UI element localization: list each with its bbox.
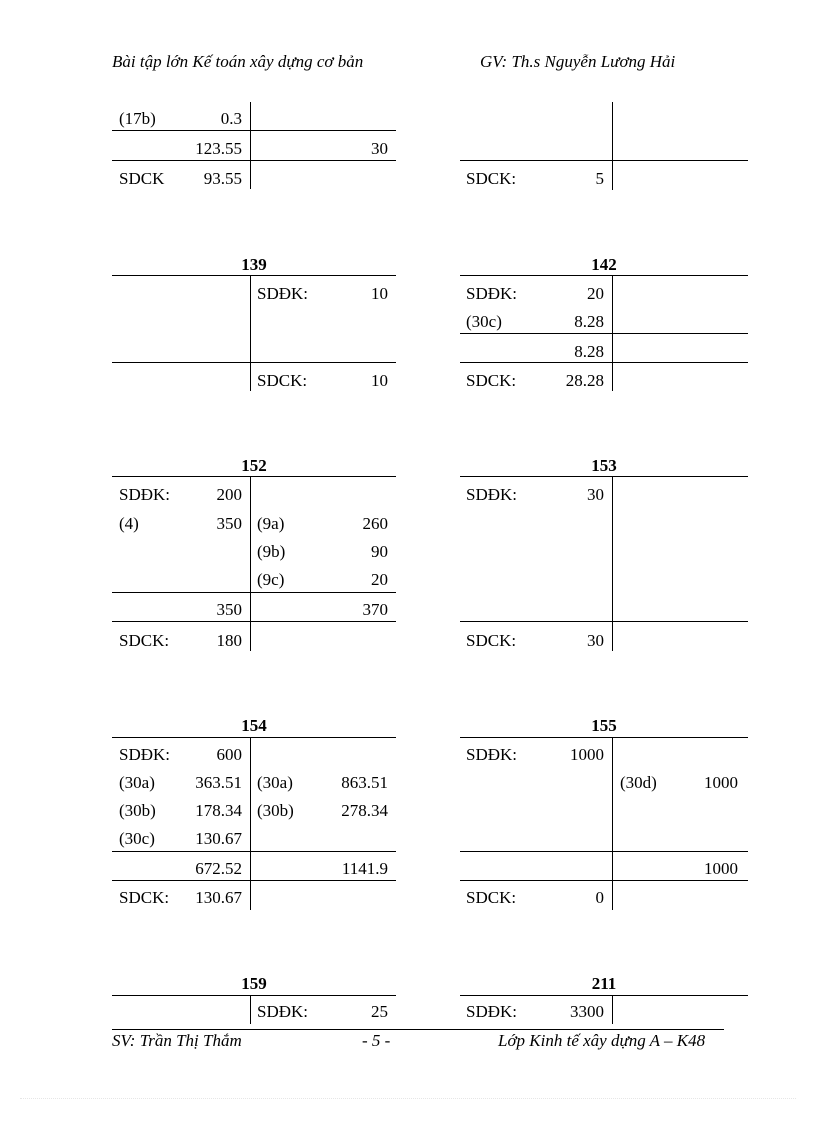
t-vertical-line bbox=[250, 738, 251, 910]
closing-amount: 130.67 bbox=[195, 888, 242, 907]
t-vertical-line bbox=[250, 276, 251, 391]
entry-ref: (17b) bbox=[119, 109, 156, 128]
opening-label: SDĐK: bbox=[466, 284, 518, 303]
t-horizontal-line bbox=[460, 737, 748, 738]
closing-amount: 10 bbox=[371, 371, 388, 390]
footer-rule bbox=[112, 1029, 724, 1030]
t-horizontal-line bbox=[112, 275, 396, 276]
opening-amount: 20 bbox=[587, 284, 604, 303]
entry-amount: 8.28 bbox=[574, 312, 604, 331]
closing-line bbox=[112, 362, 396, 363]
closing-label: SDCK: bbox=[257, 371, 308, 390]
t-horizontal-line bbox=[112, 476, 396, 477]
closing-amount: 5 bbox=[595, 169, 604, 188]
entry-amount-credit: 863.51 bbox=[341, 773, 388, 792]
closing-label: SDCK: bbox=[119, 888, 170, 907]
total-line bbox=[460, 851, 748, 852]
closing-line bbox=[460, 880, 748, 881]
entry-ref-debit: (4) bbox=[119, 514, 139, 533]
t-vertical-line bbox=[250, 131, 251, 161]
opening-label: SDĐK: bbox=[466, 745, 518, 764]
entry-ref-debit: (30a) bbox=[119, 773, 155, 792]
total-credit: 30 bbox=[371, 139, 388, 158]
total-debit: 123.55 bbox=[195, 139, 242, 158]
account-title: 159 bbox=[241, 974, 267, 993]
footer-class: Lớp Kinh tế xây dựng A – K48 bbox=[498, 1031, 706, 1050]
account-title: 155 bbox=[591, 716, 617, 735]
account-title: 142 bbox=[591, 255, 617, 274]
header-lecturer: GV: Th.s Nguyễn Lương Hải bbox=[480, 52, 676, 71]
total-credit: 1000 bbox=[704, 859, 738, 878]
entry-amount-debit: 178.34 bbox=[195, 801, 242, 820]
opening-amount: 25 bbox=[371, 1002, 388, 1021]
closing-amount: 0 bbox=[595, 888, 604, 907]
entry-ref-credit: (30a) bbox=[257, 773, 293, 792]
account-title: 139 bbox=[241, 255, 267, 274]
header-course-title: Bài tập lớn Kế toán xây dựng cơ bản bbox=[112, 52, 364, 71]
opening-amount: 1000 bbox=[570, 745, 604, 764]
t-vertical-line bbox=[612, 738, 613, 910]
total-debit: 350 bbox=[216, 600, 242, 619]
account-title: 211 bbox=[591, 974, 617, 993]
entry-amount-debit: 350 bbox=[216, 514, 242, 533]
entry-amount-debit: 130.67 bbox=[195, 829, 242, 848]
entry-amount-credit: 260 bbox=[362, 514, 388, 533]
entry-ref-credit: (30d) bbox=[620, 773, 657, 792]
closing-label: SDCK: bbox=[466, 888, 517, 907]
entry-amount-credit: 90 bbox=[371, 542, 388, 561]
entry-amount: 0.3 bbox=[220, 109, 242, 128]
total-credit: 370 bbox=[362, 600, 388, 619]
entry-ref: (30c) bbox=[466, 312, 502, 331]
t-horizontal-line bbox=[460, 995, 748, 996]
t-vertical-line bbox=[612, 477, 613, 651]
page-edge-divider bbox=[20, 1098, 796, 1099]
account-title: 153 bbox=[591, 456, 617, 475]
total-credit: 1141.9 bbox=[341, 859, 388, 878]
closing-amount: 30 bbox=[587, 631, 604, 650]
closing-label: SDCK bbox=[119, 169, 165, 188]
opening-amount: 3300 bbox=[570, 1002, 604, 1021]
t-horizontal-line bbox=[112, 737, 396, 738]
opening-amount: 600 bbox=[216, 745, 242, 764]
account-title: 154 bbox=[241, 716, 267, 735]
opening-amount: 200 bbox=[216, 485, 242, 504]
closing-label: SDCK: bbox=[466, 371, 517, 390]
account-title: 152 bbox=[241, 456, 267, 475]
total-line bbox=[112, 592, 396, 593]
total-debit: 672.52 bbox=[195, 859, 242, 878]
t-vertical-line bbox=[250, 996, 251, 1024]
t-horizontal-line bbox=[112, 995, 396, 996]
closing-line bbox=[112, 880, 396, 881]
total-line bbox=[460, 333, 748, 334]
entry-ref-credit: (30b) bbox=[257, 801, 294, 820]
t-vertical-line bbox=[250, 477, 251, 651]
closing-line bbox=[460, 621, 748, 622]
total-debit: 8.28 bbox=[574, 342, 604, 361]
entry-amount-credit: 278.34 bbox=[341, 801, 388, 820]
closing-label: SDCK: bbox=[466, 169, 517, 188]
t-vertical-line bbox=[250, 102, 251, 130]
opening-label: SDĐK: bbox=[119, 485, 171, 504]
opening-amount: 10 bbox=[371, 284, 388, 303]
entry-ref-credit: (9c) bbox=[257, 570, 285, 589]
opening-label: SDĐK: bbox=[257, 284, 309, 303]
t-vertical-line bbox=[612, 996, 613, 1024]
total-line bbox=[112, 130, 396, 131]
closing-label: SDCK: bbox=[466, 631, 517, 650]
closing-amount: 180 bbox=[216, 631, 242, 650]
t-vertical-line bbox=[250, 161, 251, 189]
entry-amount-debit: 363.51 bbox=[195, 773, 242, 792]
opening-label: SDĐK: bbox=[466, 485, 518, 504]
closing-line bbox=[460, 160, 748, 161]
t-vertical-line bbox=[612, 102, 613, 190]
closing-amount: 28.28 bbox=[565, 371, 604, 390]
opening-label: SDĐK: bbox=[466, 1002, 518, 1021]
footer-student: SV: Trần Thị Thắm bbox=[112, 1031, 242, 1050]
closing-amount: 93.55 bbox=[203, 169, 242, 188]
total-line bbox=[112, 851, 396, 852]
entry-ref-credit: (9b) bbox=[257, 542, 286, 561]
t-horizontal-line bbox=[460, 275, 748, 276]
opening-amount: 30 bbox=[587, 485, 604, 504]
closing-line bbox=[460, 362, 748, 363]
page-number: - 5 - bbox=[362, 1031, 391, 1050]
t-horizontal-line bbox=[460, 476, 748, 477]
entry-amount-credit: 1000 bbox=[704, 773, 738, 792]
opening-label: SDĐK: bbox=[257, 1002, 309, 1021]
entry-ref-debit: (30b) bbox=[119, 801, 156, 820]
entry-ref-credit: (9a) bbox=[257, 514, 285, 533]
closing-line bbox=[112, 160, 396, 161]
closing-label: SDCK: bbox=[119, 631, 170, 650]
entry-ref-debit: (30c) bbox=[119, 829, 155, 848]
closing-line bbox=[112, 621, 396, 622]
opening-label: SDĐK: bbox=[119, 745, 171, 764]
entry-amount-credit: 20 bbox=[371, 570, 388, 589]
